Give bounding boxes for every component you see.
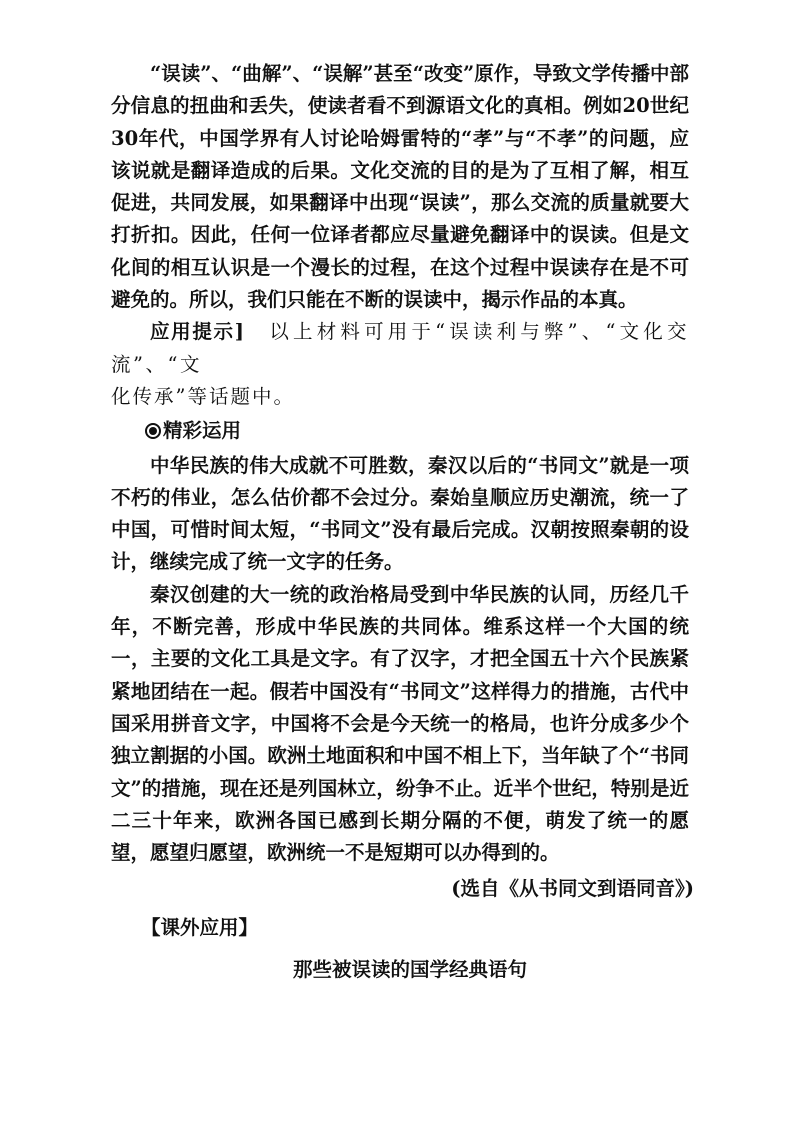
document-content	[111, 58, 694, 986]
source-citation: (选自《从书同文到语同音》)	[451, 877, 694, 901]
article-title: 那些被误读的国学经典语句	[292, 958, 527, 982]
hint-label: 应用提示]	[150, 320, 244, 344]
paragraph-unification: 秦汉创建的大一统的政治格局受到中华民族的认同，历经几千年，不断完善，形成中华民族的共同体。维系这样一个大国的统一，主要的文化工具是文字。有了汉字，才把全国五十六个民族紧紧地团结在一起。假若中国没有“书同文”这样得力的措施，古代中国采用拼音文字，中国将不会是今天统一的格局，也许分成多少个独立割据的小国。欧洲土地面积和中国不相上下，当年缺了个“书同文”的措施，现在还是列国林立，纷争不止。近半个世纪，特别是近二三十年来，欧洲各国已感到长期分隔的不便，萌发了统一的愿望，愿望归愿望，欧洲统一不是短期可以办得到的。	[111, 582, 689, 865]
hint-text: 以上材料可用于“误读利与弊”、“文化交流”、“文	[111, 320, 689, 376]
section-title: 精彩运用	[163, 419, 242, 443]
outside-application-label: 【课外应用】	[141, 915, 259, 939]
hint-continuation: 化传承”等话题中。	[111, 384, 295, 408]
application-hint	[111, 316, 689, 381]
paragraph-shutongwen: 中华民族的伟大成就不可胜数，秦汉以后的“书同文”就是一项不朽的伟业，怎么估价都不会过分。秦始皇顺应历史潮流，统一了中国，可惜时间太短，“书同文”没有最后完成。汉朝按照秦朝的设计，继续完成了统一文字的任务。	[111, 453, 689, 574]
bullet-circle-icon	[145, 423, 161, 439]
paragraph-misreading: “误读”、“曲解”、“误解”甚至“改变”原作，导致文学传播中部分信息的扭曲和丢失，使读者看不到源语文化的真相。例如20世纪30年代，中国学界有人讨论哈姆雷特的“孝”与“不孝”的问题，应该说就是翻译造成的后果。文化交流的目的是为了互相了解，相互促进，共同发展，如果翻译中出现“误读”，那么交流的质量就要大打折扣。因此，任何一位译者都应尽量避免翻译中的误读。但是文化间的相互认识是一个漫长的过程，在这个过程中误读存在是不可避免的。所以，我们只能在不断的误读中，揭示作品的本真。	[111, 62, 689, 312]
section-heading	[111, 415, 689, 447]
